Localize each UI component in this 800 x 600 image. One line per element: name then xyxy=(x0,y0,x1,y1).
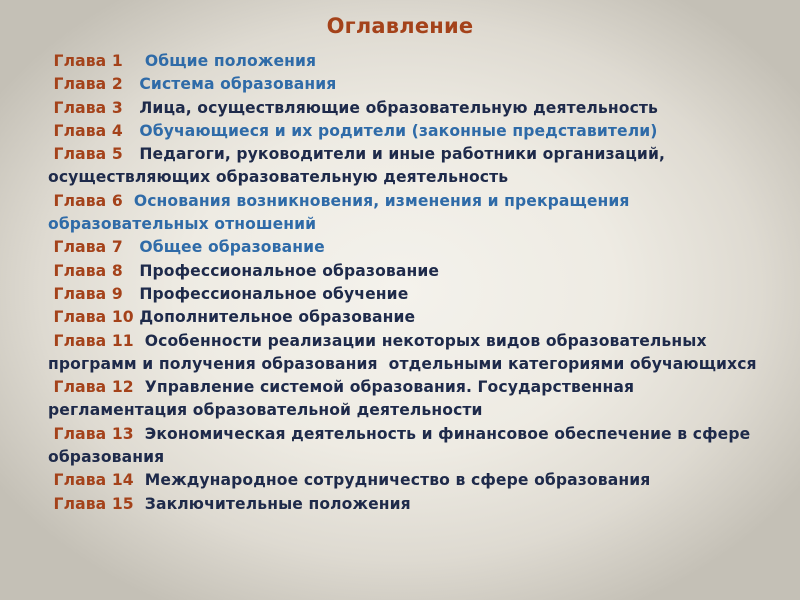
chapter-number: Глава 1 xyxy=(48,52,145,70)
toc-item-chapter-10 xyxy=(48,306,768,329)
toc-item-chapter-5 xyxy=(48,143,768,190)
toc-item-chapter-14 xyxy=(48,469,768,492)
toc-item-chapter-11 xyxy=(48,330,768,377)
chapter-number: Глава 13 xyxy=(48,424,145,443)
toc-item-chapter-7 xyxy=(48,236,768,259)
chapter-number: Глава 15 xyxy=(48,494,145,513)
chapter-title: Заключительные положения xyxy=(144,494,411,513)
toc-item-chapter-12 xyxy=(48,376,768,423)
toc-item-chapter-6 xyxy=(48,190,768,237)
chapter-number: Глава 6 xyxy=(48,191,134,210)
toc-item-chapter-2 xyxy=(48,73,768,96)
chapter-number: Глава 12 xyxy=(48,378,145,397)
chapter-number: Глава 4 xyxy=(48,121,140,140)
chapter-number: Глава 8 xyxy=(48,261,140,280)
chapter-number: Глава 3 xyxy=(48,98,140,117)
toc-item-chapter-1 xyxy=(48,50,768,73)
chapter-number: Глава 9 xyxy=(48,284,140,303)
toc-item-chapter-13 xyxy=(48,423,768,470)
chapter-title: Управление системой образования. Государственная регламентация образовательной деятельности xyxy=(48,378,640,420)
chapter-title: Профессиональное образование xyxy=(139,261,440,280)
chapter-title: Профессиональное обучение xyxy=(139,284,409,303)
chapter-title: Система образования xyxy=(139,75,337,94)
chapter-number: Глава 5 xyxy=(48,145,140,164)
chapter-title: Общие положения xyxy=(144,52,317,70)
toc-item-chapter-4 xyxy=(48,120,768,143)
chapter-title: Экономическая деятельность и финансовое обеспечение в сфере образования xyxy=(48,424,756,467)
chapter-title: Дополнительное образование xyxy=(139,308,416,327)
chapter-number: Глава 2 xyxy=(48,75,140,94)
chapter-title: Лица, осуществляющие образовательную деятельность xyxy=(139,98,659,117)
chapter-number: Глава 10 xyxy=(48,308,140,327)
toc-item-chapter-9 xyxy=(48,283,768,306)
toc-item-chapter-15 xyxy=(48,493,768,516)
page-title: Оглавление xyxy=(326,14,474,38)
table-of-contents xyxy=(48,50,768,516)
chapter-number: Глава 7 xyxy=(48,238,140,257)
chapter-title: Общее образование xyxy=(139,238,325,257)
chapter-number: Глава 14 xyxy=(48,471,145,490)
chapter-title: Обучающиеся и их родители (законные представители) xyxy=(139,121,658,140)
chapter-title: Международное сотрудничество в сфере образования xyxy=(144,471,651,490)
chapter-title: Педагоги, руководители и иные работники организаций, осуществляющих образовательную деятельность xyxy=(48,145,671,187)
chapter-number: Глава 11 xyxy=(48,331,145,350)
chapter-title: Особенности реализации некоторых видов образовательных программ и получения образования отдельными категориями обучающихся xyxy=(48,331,757,373)
toc-item-chapter-8 xyxy=(48,260,768,283)
toc-item-chapter-3 xyxy=(48,97,768,120)
chapter-title: Основания возникновения, изменения и прекращения образовательных отношений xyxy=(48,191,636,234)
